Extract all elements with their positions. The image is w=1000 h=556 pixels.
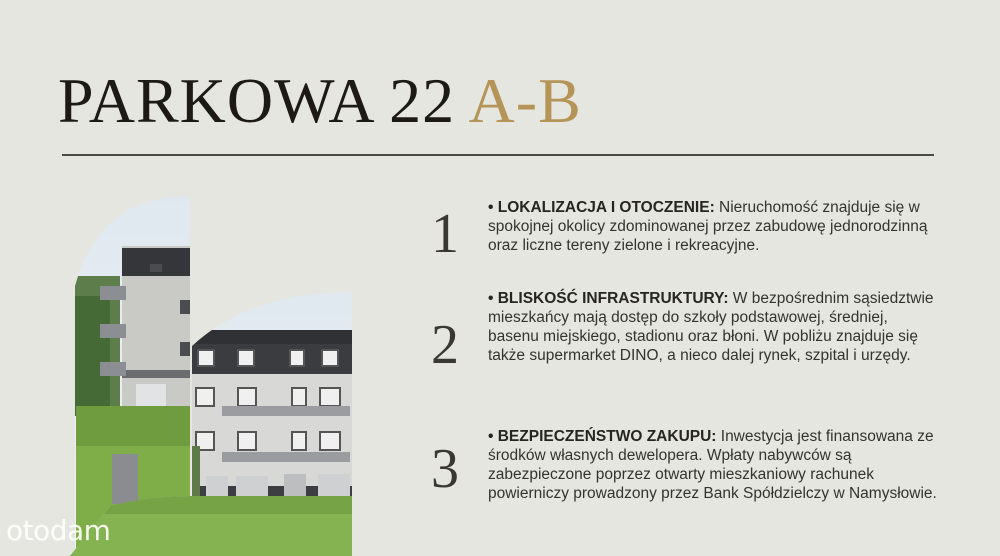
- page-title: [58, 66, 582, 136]
- feature-number: 2: [431, 314, 459, 376]
- feature-heading: • BLISKOŚĆ INFRASTRUKTURY:: [488, 290, 729, 307]
- feature-text: [488, 289, 940, 365]
- feature-number: 1: [431, 203, 459, 265]
- feature-heading: • BEZPIECZEŃSTWO ZAKUPU:: [488, 428, 717, 445]
- feature-body: Nieruchomość znajduje się w spokojnej okolicy zdominowanej przez zabudowę jednorodzinną oraz liczne tereny zielone i rekreacyjne.: [488, 199, 928, 254]
- feature-heading: • LOKALIZACJA I OTOCZENIE:: [488, 199, 715, 216]
- feature-body: Inwestycja jest finansowana ze środków własnych dewelopera. Wpłaty nabywców są zabezpieczone poprzez otwarty mieszkaniowy rachunek powierniczy prowadzony przez Bank Spółdzielczy w Namysłowie.: [488, 428, 937, 502]
- title-main: PARKOWA 22: [58, 65, 469, 136]
- title-accent: A-B: [468, 65, 582, 136]
- building-rendering: [0, 196, 360, 556]
- feature-number: 3: [431, 438, 459, 500]
- feature-body: W bezpośrednim sąsiedztwie mieszkańcy mają dostęp do szkoły podstawowej, średniej, basenu miejskiego, stadionu oraz błoni. W pobliżu znajduje się także supermarket DINO, a nieco dalej rynek, szpital i urzędy.: [488, 290, 934, 364]
- feature-text: [488, 427, 940, 503]
- otodam-logo: otodam: [6, 514, 111, 547]
- feature-text: [488, 198, 940, 255]
- title-divider: [62, 154, 934, 156]
